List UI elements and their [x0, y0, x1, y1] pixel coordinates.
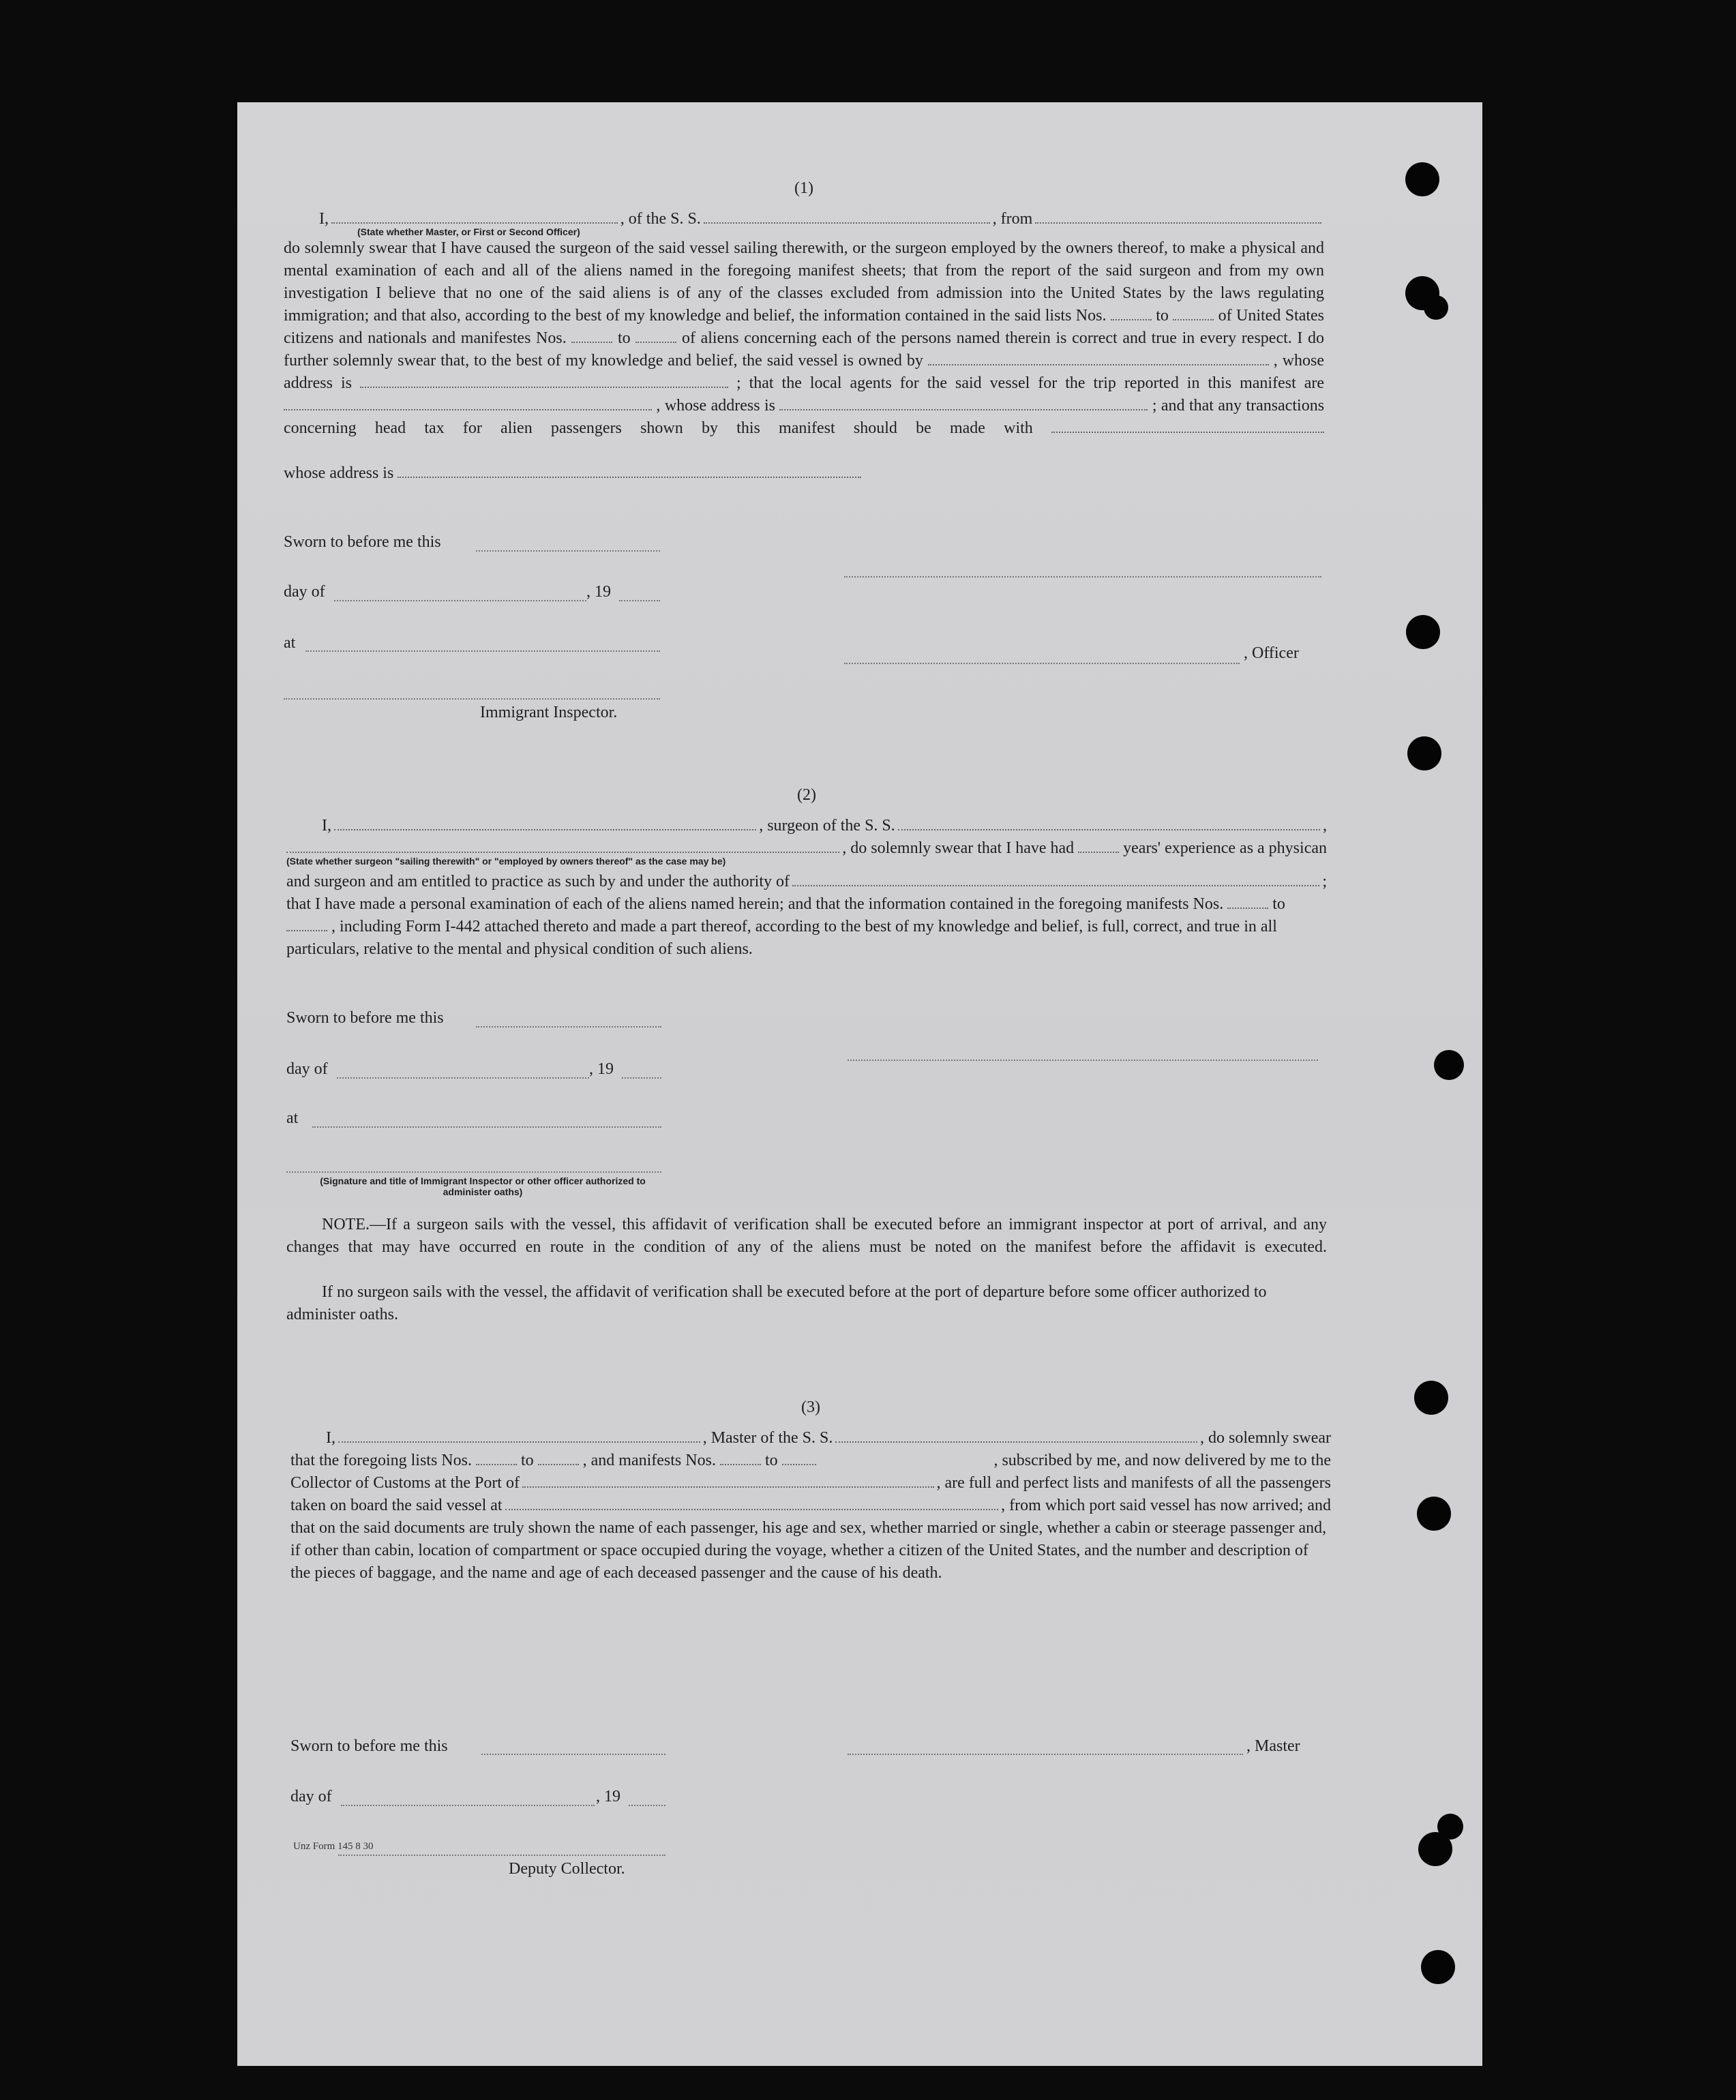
officer-note: (State whether Master, or First or Second Officer): [357, 226, 580, 237]
punch-hole: [1405, 162, 1439, 196]
at-label: at: [284, 634, 296, 652]
form-number: Unz Form 145 8 30: [293, 1841, 374, 1852]
sworn-date-field[interactable]: [476, 1025, 661, 1028]
officer-title-line[interactable]: [844, 661, 1240, 664]
label-i: I,: [322, 817, 331, 835]
note-surgeon: NOTE.—If a surgeon sails with the vessel, this affidavit of verification shall be executed before an immigrant inspector at port of arrival, and any changes that may have occurred en route in the condition of any of the aliens must be noted on the manifest before the affidavit is executed.: [286, 1216, 1327, 1256]
deputy-collector-signature-line[interactable]: [338, 1853, 665, 1856]
inspector-signature-line[interactable]: [286, 1170, 661, 1173]
embarkation-port-field[interactable]: [505, 1497, 999, 1510]
owner-field[interactable]: [928, 352, 1269, 365]
punch-hole: [1414, 1381, 1448, 1415]
sworn-label: Sworn to before me this: [286, 1009, 444, 1027]
manifest-back-page: [237, 102, 1482, 2066]
section1-body: do solemnly swear that I have caused the surgeon of the said vessel sailing therewith, or the surgeon employed by the owners thereof, to make a physical and mental examination of each and all of the aliens named in the foregoing manifest sheets; that from the report of the said surgeon and from my own investigation I believe that no one of the said aliens is of any of the classes excluded from admission into the United States by the laws regulating immigration; and that also, according to the best of my knowledge and belief, the information contained in the said lists Nos. to of United States citizens and nationals and manifestes Nos. to of aliens concerning each of the persons named therein is correct and true in every respect. I do further solemnly swear that, to the best of my knowledge and belief, the said vessel is owned by , whose address is ; that the local agents for the said vessel for the trip reported in this manifest are , whose address is ; and that any transactions concerning head tax for alien passengers shown by this manifest should be made with: [284, 239, 1325, 437]
manifest-to-field[interactable]: [286, 918, 327, 931]
section-3: (3) I, , Master of the S. S. , do solemnly swear that the foregoing lists Nos. to , and manifests Nos. to , subscribed by me, and now delivered by me to the Collector of Customs at the Port of , are full and perfect lists and manifests of all the passengers taken on board the said vessel at , from which port said vessel has now arrived; and that on the said documents are truly shown the name of each passenger, his age and sex, whether married or single, whether a cabin or steerage passenger and, if other than cabin, location of compartment or space occupied during the voyage, whether a citizen of the United States, and the number and description of the pieces of baggage, and the name and age of each deceased passenger and the cause of his death.: [290, 1396, 1331, 1585]
list-from-field[interactable]: [1111, 307, 1152, 320]
sworn-date-field[interactable]: [481, 1752, 665, 1755]
officer-signature-line[interactable]: [844, 575, 1321, 578]
manifest-to-field[interactable]: [635, 329, 676, 343]
section2-body-tail: , including Form I-442 attached thereto and made a part thereof, according to the best of my knowledge and belief, is full, correct, and true in all particulars, relative to the mental and physical condition of such aliens.: [286, 918, 1277, 958]
punch-hole: [1406, 615, 1440, 649]
signature-note: (Signature and title of Immigrant Inspector or other officer authorized to administer oaths): [320, 1175, 646, 1197]
head-tax-address-field[interactable]: [398, 464, 861, 478]
surgeon-note: (State whether surgeon "sailing therewith" or "employed by owners thereof" as the case may be): [286, 856, 726, 867]
port-field[interactable]: [522, 1474, 934, 1488]
manifest-to-field[interactable]: [782, 1452, 816, 1465]
sworn-label: Sworn to before me this: [284, 533, 441, 551]
surgeon-status-field[interactable]: [286, 839, 839, 853]
section3-body: that on the said documents are truly shown the name of each passenger, his age and sex, whether married or single, whether a cabin or steerage passenger and, if other than cabin, location of compartment or space occupied during the voyage, whether a citizen of the United States, and the number and description of the pieces of baggage, and the name and age of each deceased passenger and the cause of his death.: [290, 1519, 1327, 1582]
label-from: , from: [992, 210, 1033, 228]
master-signature-line[interactable]: [848, 1752, 1243, 1755]
manifest-from-field[interactable]: [720, 1452, 761, 1465]
sworn-date-field[interactable]: [476, 549, 660, 552]
year-field[interactable]: [629, 1803, 665, 1806]
label-master-of: , Master of the S. S.: [702, 1429, 833, 1447]
day-of-field[interactable]: [341, 1803, 595, 1806]
punch-hole: [1424, 295, 1448, 320]
at-field[interactable]: [312, 1125, 661, 1128]
label-i: I,: [326, 1429, 335, 1447]
section-number: (3): [801, 1398, 820, 1416]
immigrant-inspector-label: Immigrant Inspector.: [480, 704, 618, 721]
punch-hole: [1418, 1832, 1452, 1866]
years-field[interactable]: [1078, 839, 1119, 853]
section-2: (2) I, , surgeon of the S. S. , , do solemnly swear that I have had years' experience as a physican (State whether surgeon "sailing therewith" or "employed by owners thereof" as the case may be) and surgeon and am entitled to practice as such by and under the authority of ; that I have made a personal examination of each of the aliens named herein; and that the information contained in the foregoing manifests Nos. to , including Form I-442 attached thereto and made a part thereof, according to the best of my knowledge and belief, is full, correct, and true in all particulars, relative to the mental and physical condition of such aliens.: [286, 784, 1327, 961]
day-of-field[interactable]: [334, 599, 586, 601]
punch-hole: [1421, 1950, 1455, 1984]
inspector-signature-line[interactable]: [284, 697, 660, 700]
year-label: , 19: [586, 583, 611, 601]
vessel-name-field[interactable]: [898, 817, 1320, 830]
deputy-collector-label: Deputy Collector.: [509, 1860, 625, 1878]
master-name-field[interactable]: [338, 1429, 700, 1443]
day-of-label: day of: [290, 1788, 332, 1805]
list-to-field[interactable]: [1173, 307, 1214, 320]
punch-hole: [1407, 736, 1441, 770]
day-of-label: day of: [284, 583, 325, 601]
vessel-name-field[interactable]: [704, 210, 990, 224]
label-i: I,: [319, 210, 329, 228]
master-label: , Master: [1246, 1737, 1300, 1755]
year-label: , 19: [596, 1788, 620, 1805]
label-do-solemnly: , do solemnly swear: [1200, 1429, 1331, 1447]
at-field[interactable]: [305, 649, 660, 652]
head-tax-field[interactable]: [1051, 419, 1324, 433]
agents-address-field[interactable]: [779, 397, 1148, 410]
list-from-field[interactable]: [476, 1452, 517, 1465]
year-field[interactable]: [619, 599, 660, 601]
authority-field[interactable]: [792, 873, 1319, 886]
label-surgeon-of: , surgeon of the S. S.: [759, 817, 895, 835]
label-do-solemnly: , do solemnly swear that I have had: [842, 839, 1075, 857]
sworn-label: Sworn to before me this: [290, 1737, 448, 1755]
day-of-label: day of: [286, 1060, 328, 1078]
year-label: , 19: [589, 1060, 614, 1078]
officer-label: , Officer: [1244, 644, 1299, 662]
agents-field[interactable]: [284, 397, 652, 410]
surgeon-signature-line[interactable]: [848, 1058, 1318, 1061]
label-years-exp: years' experience as a physican: [1123, 839, 1327, 857]
surgeon-name-field[interactable]: [334, 817, 756, 830]
day-of-field[interactable]: [337, 1076, 589, 1079]
section2-body: that I have made a personal examination of each of the aliens named herein; and that the information contained in the foregoing manifests Nos. to , including Form I-442 attached thereto and made a part thereof, according to the best of my knowledge and belief, is full, correct, and true in all particulars, relative to the mental and physical condition of such aliens.: [286, 895, 1285, 958]
label-of-the-ss: , of the S. S.: [620, 210, 701, 228]
section-1: (1) I, , of the S. S. , from (State whether Master, or First or Second Officer) do solemnly swear that I have caused the surgeon of the said vessel sailing therewith, or the surgeon employed by the owners thereof, to make a physical and mental examination of each and all of the aliens named in the foregoing manifest sheets; that from the report of the said surgeon and from my own investigation I believe that no one of the said aliens is of any of the classes excluded from admission into the United States by the laws regulating immigration; and that also, according to the best of my knowledge and belief, the information contained in the said lists Nos. to of United States citizens and nationals and manifestes Nos. to of aliens concerning each of the persons named therein is correct and true in every respect. I do further solemnly swear that, to the best of my knowledge and belief, the said vessel is owned by , whose address is ; that the local agents for the said vessel for the trip reported in this manifest are , whose address is ; and that any transactions concerning head tax for alien passengers shown by this manifest should be made with whose address is: [284, 177, 1324, 485]
at-label: at: [286, 1109, 299, 1127]
manifest-from-field[interactable]: [571, 329, 612, 343]
owner-address-field[interactable]: [360, 374, 728, 388]
year-field[interactable]: [622, 1076, 661, 1079]
punch-hole: [1434, 1050, 1464, 1080]
officer-name-field[interactable]: [331, 210, 618, 224]
vessel-name-field[interactable]: [835, 1429, 1197, 1443]
note-block: [286, 1214, 1327, 1326]
section-number: (1): [794, 179, 813, 197]
punch-hole: [1417, 1497, 1451, 1531]
note-no-surgeon: If no surgeon sails with the vessel, the affidavit of verification shall be executed before at the port of departure before some officer authorized to administer oaths.: [286, 1283, 1267, 1323]
from-port-field[interactable]: [1035, 210, 1321, 224]
section-number: (2): [797, 786, 816, 804]
manifest-from-field[interactable]: [1227, 895, 1268, 909]
list-to-field[interactable]: [538, 1452, 579, 1465]
